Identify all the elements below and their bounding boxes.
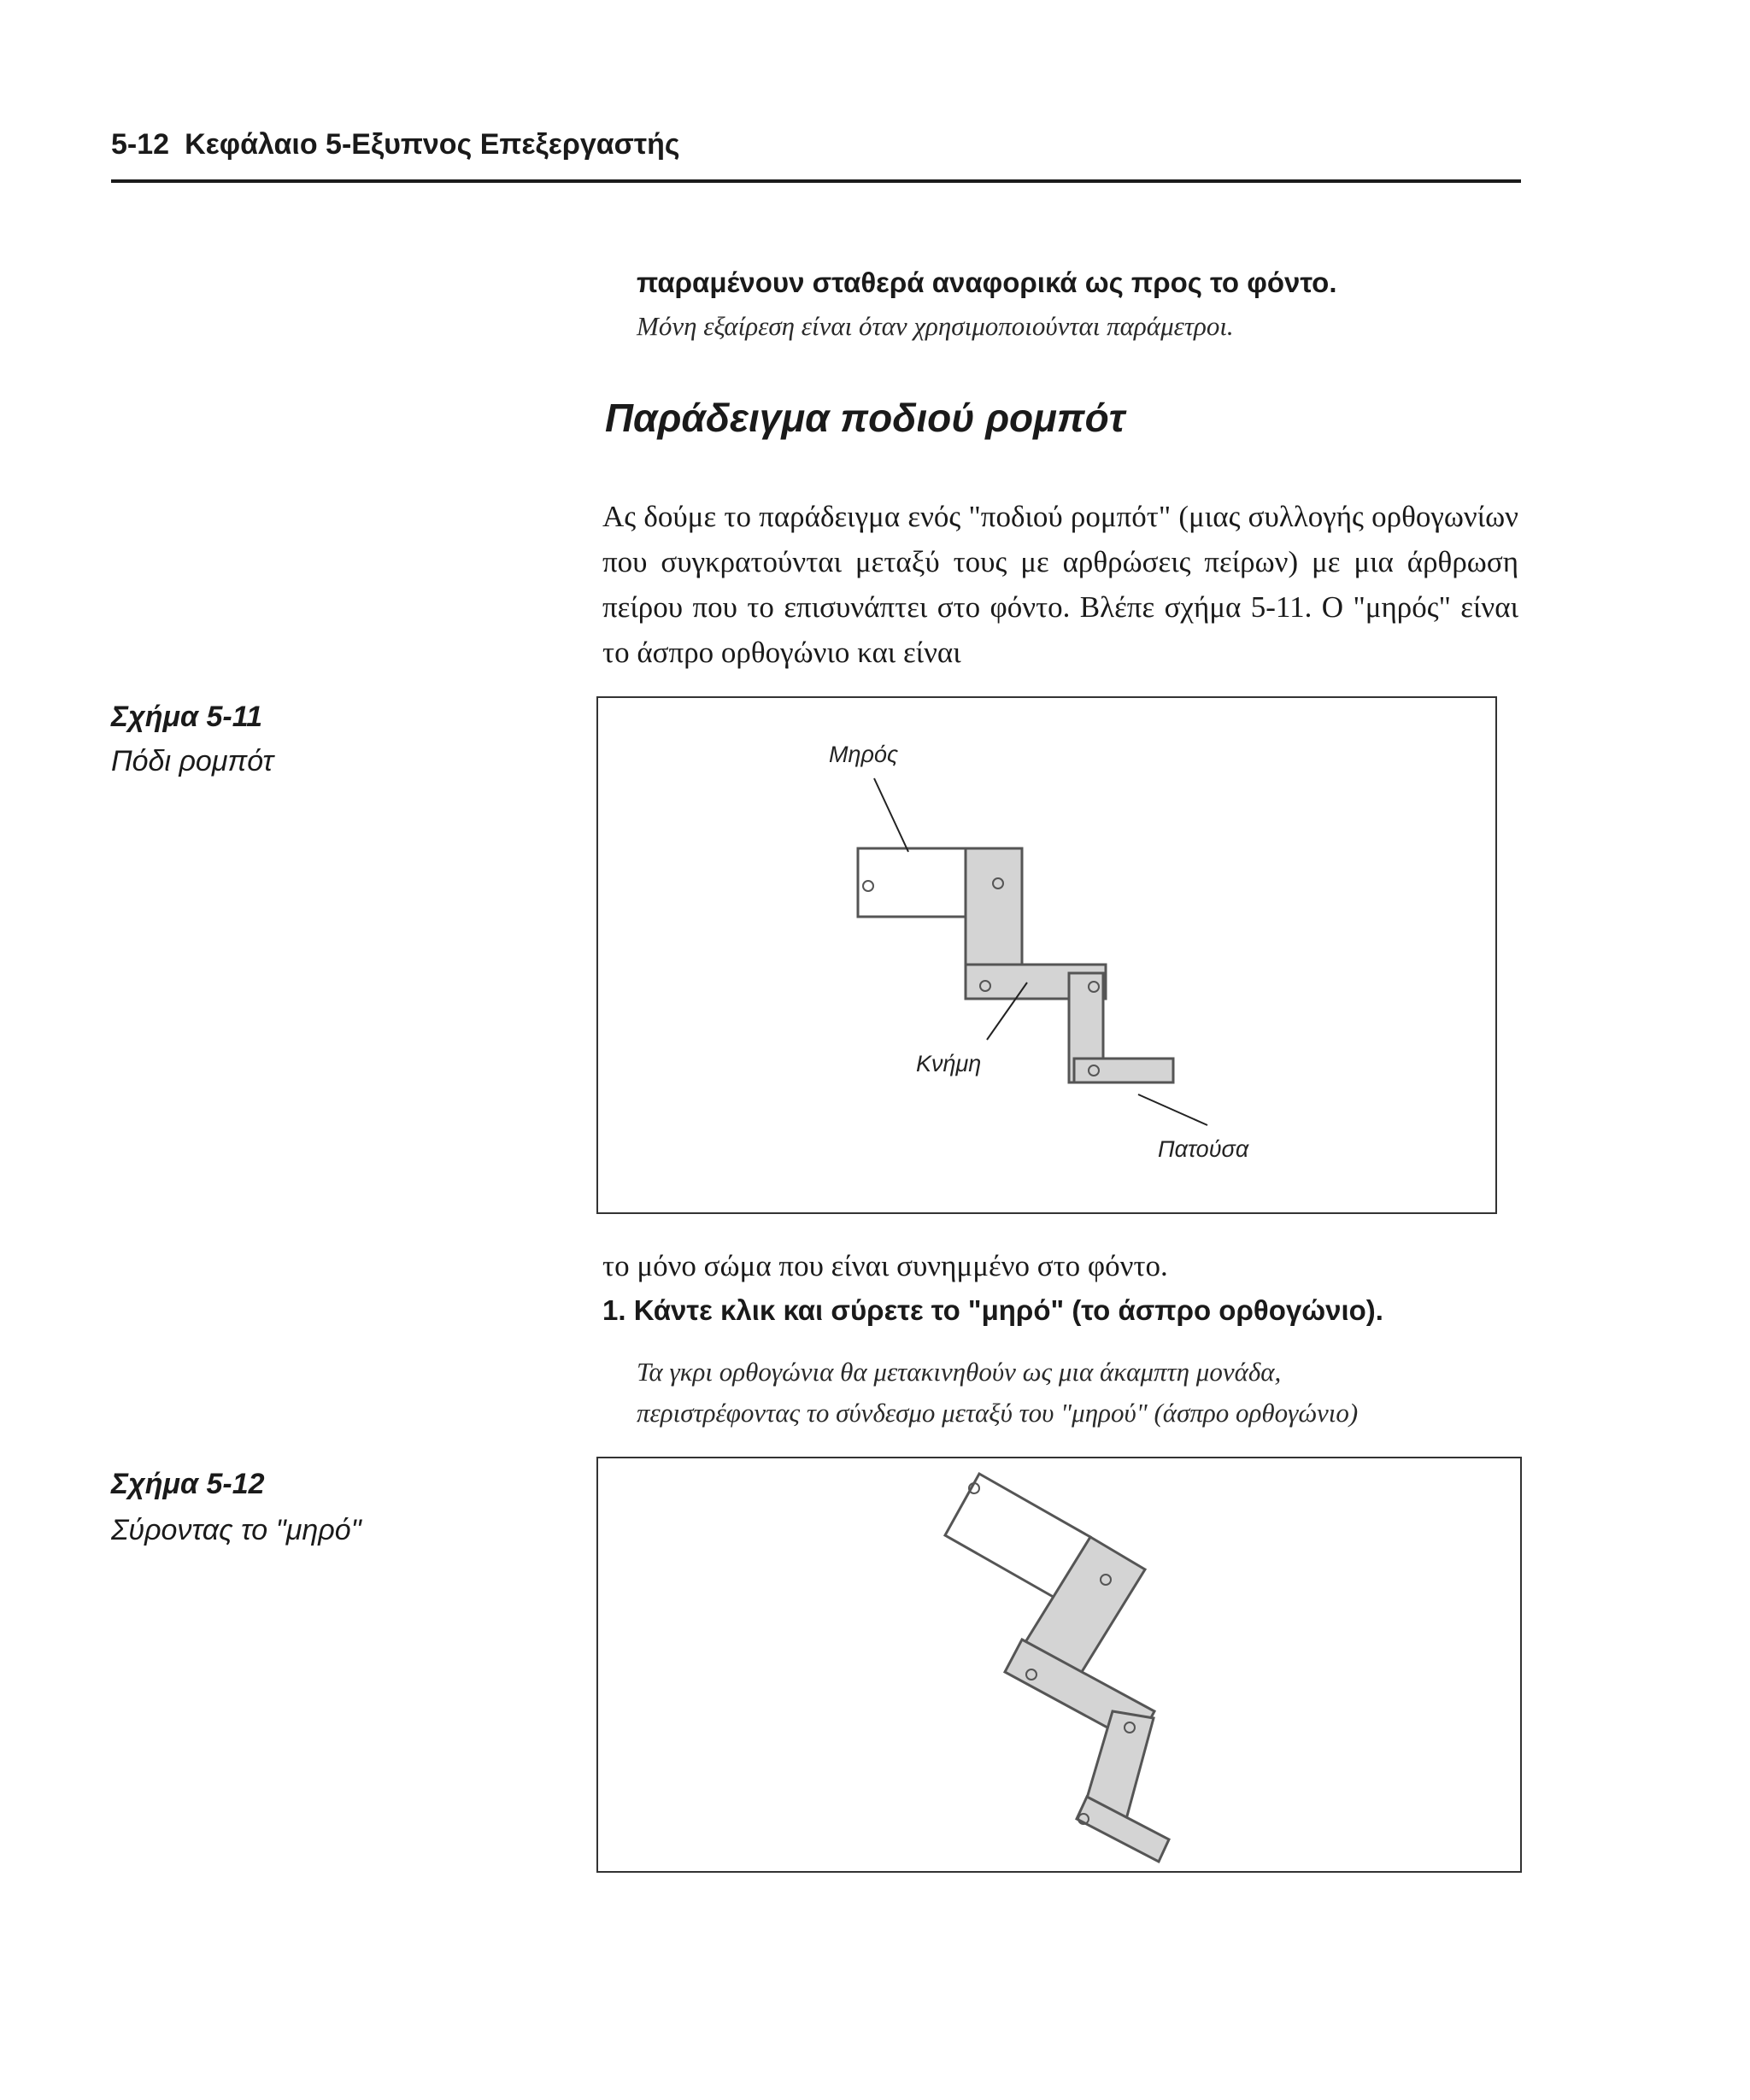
page-number: 5-12 — [111, 128, 170, 161]
chapter-title: Κεφάλαιο 5-Εξυπνος Επεξεργαστής — [185, 128, 680, 161]
figure-1-label: Σχήμα 5-11 — [111, 701, 263, 733]
figure-2-label: Σχήμα 5-12 — [111, 1468, 265, 1500]
figure-2-dragging-thigh — [596, 1457, 1522, 1873]
paragraph-continuation: το μόνο σώμα που είναι συνημμένο στο φόντο. — [602, 1249, 1168, 1282]
thigh-label: Μηρός — [829, 742, 899, 767]
thigh-leader-line — [874, 778, 908, 852]
figure-1-caption: Πόδι ρομπότ — [111, 745, 274, 777]
figure-1-robot-leg — [596, 696, 1497, 1214]
upper-gray-rect — [966, 848, 1022, 966]
body-paragraph: Ας δούμε το παράδειγμα ενός "ποδιού ρομπότ" (μιας συλλογής ορθογωνίων που συγκρατούνται μεταξύ τους με αρθρώσεις πείρων) με μια άρθρωση πείρου που το επισυνάπτει στο φόντο. Βλέπε σχήμα 5-11. Ο "μηρός" είναι το άσπρο ορθογώνιο και είναι — [602, 500, 1518, 669]
running-header — [111, 128, 680, 161]
foot-leader-line — [1138, 1094, 1207, 1125]
intro-bold-line: παραμένουν σταθερά αναφορικά ως προς το φόντο. — [637, 267, 1337, 298]
header-divider — [111, 179, 1521, 183]
shin-label: Κνήμη — [916, 1051, 982, 1076]
intro-italic-line: Μόνη εξαίρεση είναι όταν χρησιμοποιούνται παράμετροι. — [637, 311, 1234, 341]
step-note-line-1: Τα γκρι ορθογώνια θα μετακινηθούν ως μια άκαμπτη μονάδα, — [637, 1357, 1282, 1387]
figure-2-caption: Σύροντας το "μηρό" — [111, 1514, 361, 1546]
foot-label: Πατούσα — [1158, 1136, 1249, 1162]
step-note-line-2: περιστρέφοντας το σύνδεσμο μεταξύ του "μηρού" (άσπρο ορθογώνιο) — [637, 1398, 1359, 1428]
thigh-rect — [858, 848, 967, 917]
step-1: 1. Κάντε κλικ και σύρετε το "μηρό" (το άσπρο ορθογώνιο). — [602, 1294, 1383, 1326]
section-title: Παράδειγμα ποδιού ρομπότ — [605, 396, 1125, 440]
figure-2-drawing — [598, 1458, 1520, 1871]
figure-1-drawing — [598, 698, 1495, 1212]
